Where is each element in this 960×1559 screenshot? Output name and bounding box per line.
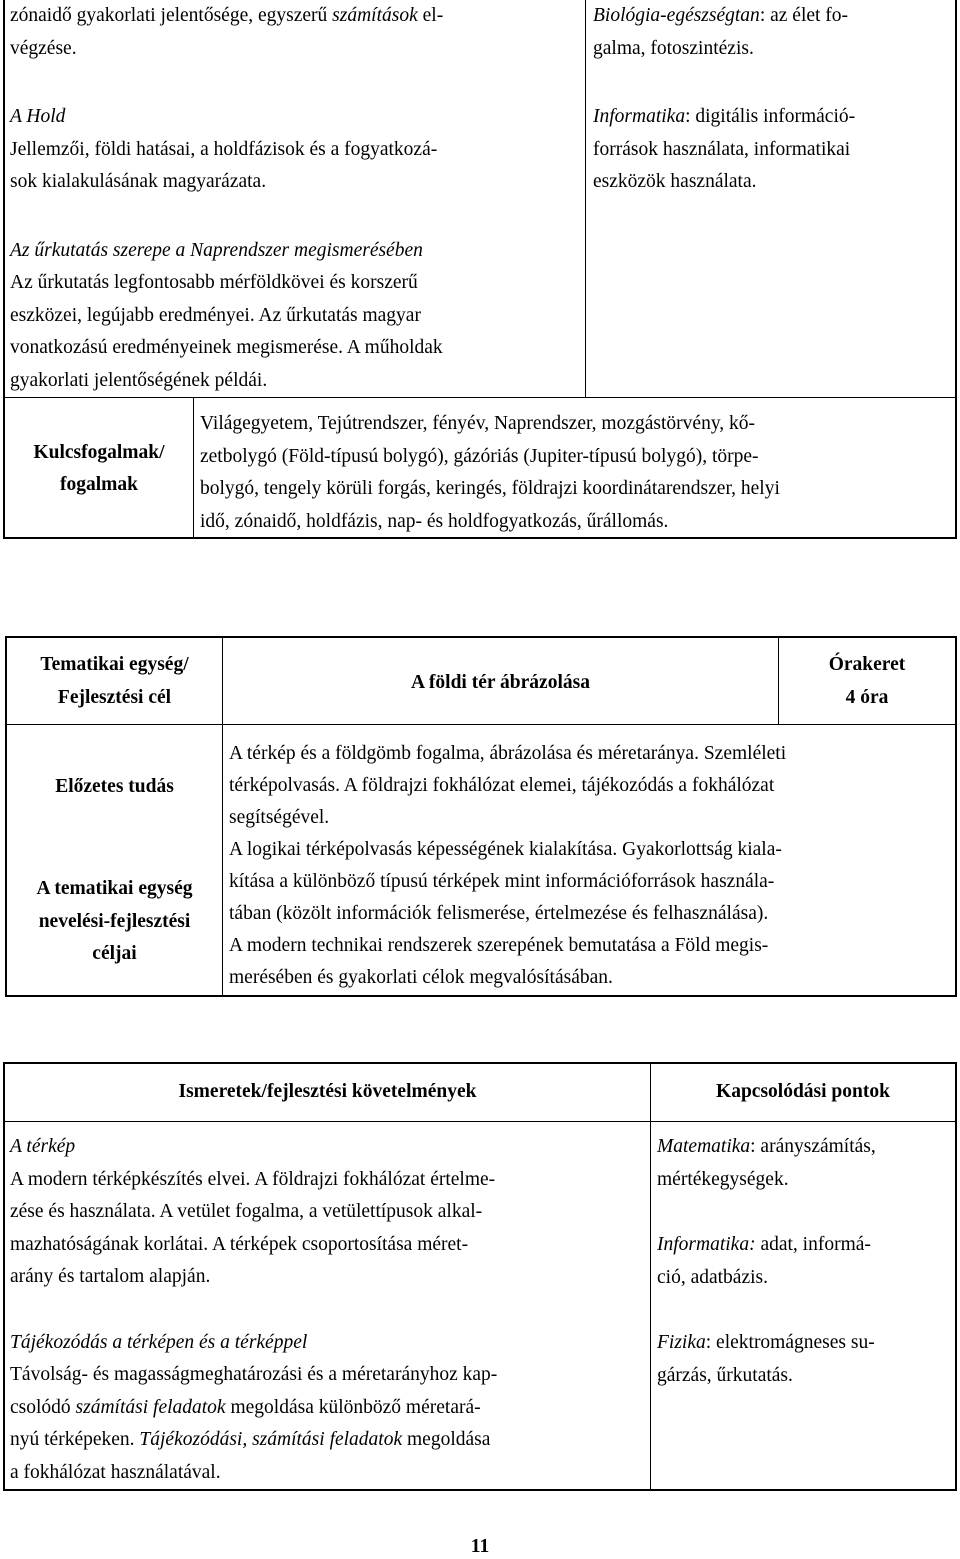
text-span: zetbolygó (Föld-típusú bolygó), gázóriás (Jupiter-típusú bolygó), törpe- <box>200 445 759 467</box>
top-right-cell <box>593 0 953 199</box>
section-title: Tájékozódás a térképen és a térképpel <box>10 1331 308 1353</box>
section-title: A Hold <box>10 106 66 127</box>
terkep-section <box>10 1131 646 1294</box>
unit-title: A földi tér ábrázolása <box>411 672 590 693</box>
text-span: zése és használata. A vetület fogalma, a vetülettípusok alkal- <box>10 1201 483 1222</box>
text-span: A modern térképkészítés elvei. A földrajzi fokhálózat értelme- <box>10 1168 496 1190</box>
text-span: csolódó <box>10 1396 76 1418</box>
text-span: végzése. <box>10 37 77 59</box>
connection-informatika <box>593 101 953 199</box>
section-title: Az űrkutatás szerepe a Naprendszer megismerésében <box>10 239 423 261</box>
text-span: nyú térképeken. <box>10 1429 140 1450</box>
connection-informatika-2 <box>657 1229 953 1294</box>
text-span: : digitális információ- <box>685 106 856 127</box>
text-span: Távolság- és magasságmeghatározási és a méretarányhoz kap- <box>10 1364 498 1385</box>
connection-fizika <box>657 1327 953 1392</box>
text-span: források használata, informatikai <box>593 138 851 160</box>
text-span: galma, fotoszintézis. <box>593 37 754 59</box>
text-span: Az űrkutatás legfontosabb mérföldkövei és korszerű <box>10 272 418 293</box>
requirements-header: Ismeretek/fejlesztési követelmények <box>178 1081 477 1102</box>
subject-label: Matematika <box>657 1136 751 1157</box>
text-span: mazhatóságának korlátai. A térképek csoportosítása méret- <box>10 1233 469 1255</box>
text-span: gyakorlati jelentőségének példái. <box>10 369 268 391</box>
text-span: Tematikai egység/ <box>40 654 189 675</box>
subject-label: Informatika <box>593 106 686 127</box>
text-span: eszközök használata. <box>593 171 757 192</box>
text-span: mértékegységek. <box>657 1168 789 1190</box>
text-span: : elektromágneses su- <box>705 1332 875 1353</box>
subject-label: Biológia-egészségtan <box>593 5 760 26</box>
tajekozodas-section <box>10 1327 646 1490</box>
text-span: Jellemzői, földi hatásai, a holdfázisok és a fogyatkozá- <box>10 138 438 160</box>
text-span: : az élet fo- <box>759 5 849 26</box>
kulcsfogalmak-list <box>200 408 952 538</box>
text-span: A tematikai egység <box>36 878 193 899</box>
requirements-content <box>10 1131 646 1489</box>
text-span: segítségével. <box>229 807 330 828</box>
text-span: A modern technikai rendszerek szerepének bemutatása a Föld megis- <box>229 935 769 956</box>
prior-knowledge-text <box>229 738 953 994</box>
text-span: Fejlesztési cél <box>57 686 172 708</box>
connection-matematika <box>657 1131 953 1196</box>
text-span: kítása a különböző típusú térképek mint információforrások használa- <box>229 871 775 892</box>
text-span: merésében és gyakorlati célok megvalósításában. <box>229 967 613 988</box>
subject-label: Informatika: <box>657 1234 756 1255</box>
text-span: A térkép és a földgömb fogalma, ábrázolása és méretaránya. Szemléleti <box>229 743 787 764</box>
text-span: bolygó, tengely körüli forgás, keringés, földrajzi koordinátarendszer, helyi <box>200 478 780 499</box>
text-span: megoldása különböző méretará- <box>225 1396 481 1418</box>
connection-biologia <box>593 0 953 65</box>
text-span: zónaidő gyakorlati jelentősége, egyszerű <box>10 5 333 26</box>
prior-knowledge-label: Előzetes tudás <box>55 776 174 797</box>
text-span: idő, zónaidő, holdfázis, nap- és holdfogyatkozás, űrállomás. <box>200 510 669 532</box>
italic-span: számítási feladatok <box>75 1396 226 1418</box>
italic-span: Tájékozódási, számítási feladatok <box>139 1429 403 1450</box>
top-left-cell <box>10 0 580 397</box>
text-span: arány és tartalom alapján. <box>10 1266 211 1287</box>
text-span: megoldása <box>402 1429 491 1450</box>
hours-label: Órakeret <box>828 654 906 675</box>
text-span: nevelési-fejlesztési <box>38 910 191 932</box>
text-span: el- <box>417 5 444 26</box>
connections-content <box>657 1131 953 1392</box>
text-span: céljai <box>92 943 137 964</box>
urkutatas-paragraph <box>10 235 580 398</box>
goals-label <box>7 873 222 971</box>
italic-span: számítások <box>332 5 418 26</box>
text-span: A logikai térképolvasás képességének kialakítása. Gyakorlottság kiala- <box>229 839 782 860</box>
text-span: gárzás, űrkutatás. <box>657 1364 793 1386</box>
text-span: ció, adatbázis. <box>657 1266 768 1288</box>
text-span: fogalmak <box>60 474 138 495</box>
text-span: Világegyetem, Tejútrendszer, fényév, Naprendszer, mozgástörvény, kő- <box>200 413 756 434</box>
unit-header-label <box>7 649 222 714</box>
text-span: adat, informá- <box>755 1234 871 1255</box>
subject-label: Fizika <box>657 1332 706 1353</box>
text-span: sok kialakulásának magyarázata. <box>10 171 267 192</box>
hold-paragraph <box>10 101 580 199</box>
text-span: a fokhálózat használatával. <box>10 1461 221 1483</box>
connections-header: Kapcsolódási pontok <box>716 1081 890 1102</box>
text-span: térképolvasás. A földrajzi fokhálózat elemei, tájékozódás a fokhálózat <box>229 775 775 796</box>
text-span: vonatkozású eredményeinek megismerése. A műholdak <box>10 337 443 358</box>
page-number: 11 <box>470 1536 490 1557</box>
text-span: eszközei, legújabb eredményei. Az űrkutatás magyar <box>10 304 421 326</box>
hours-value: 4 óra <box>845 686 889 708</box>
zonaido-paragraph <box>10 0 580 65</box>
hours-cell <box>779 649 955 714</box>
section-title: A térkép <box>10 1136 76 1157</box>
text-span: : arányszámítás, <box>750 1136 876 1157</box>
kulcsfogalmak-label <box>5 437 193 501</box>
text-span: tában (közölt információk felismerése, értelmezése és felhasználása). <box>229 903 769 924</box>
text-span: Kulcsfogalmak/ <box>33 442 165 463</box>
